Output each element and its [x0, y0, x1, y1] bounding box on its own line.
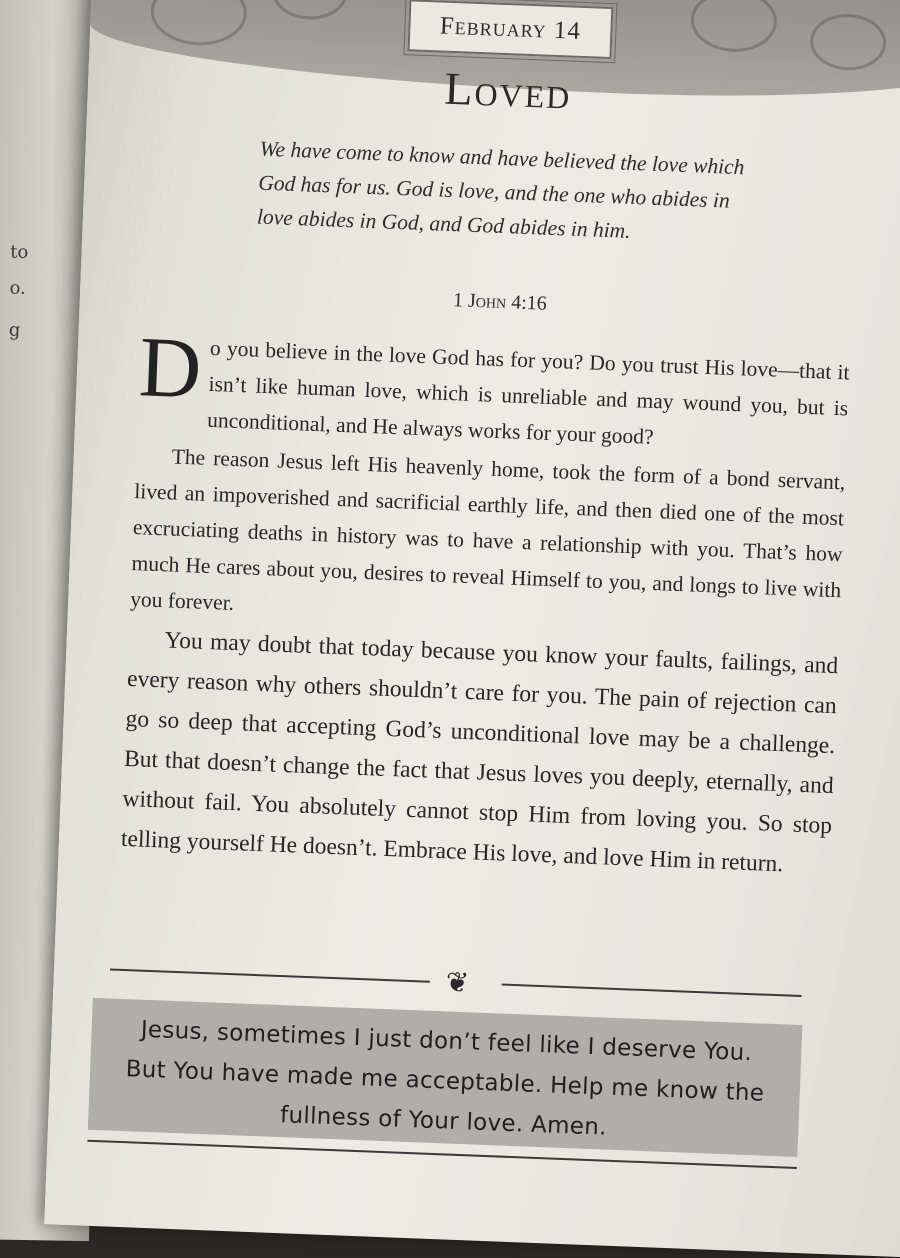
scripture-verse: We have come to know and have believed the love which God has for us. God is love, and the one who abides in love abides in God, and God abides in him. — [256, 136, 745, 243]
page-title: Loved — [443, 62, 573, 119]
paragraph-1-text: o you believe in the love God has for you? Do you trust His love—that it isn’t like human love, which is unreliable and may wound you, but is unconditional, and He always works for your good? — [206, 335, 850, 449]
drop-cap: D — [137, 318, 204, 417]
left-page-fragment: o. — [9, 277, 27, 299]
left-page-fragment: to — [10, 241, 29, 263]
devotional-body — [120, 318, 850, 886]
paragraph-3: You may doubt that today because you know your faults, failings, and every reason why others shouldn’t care for you. The pain of rejection can go so deep that accepting God’s unconditional love may be a challenge. But that doesn’t change the fact that Jesus loves you deeply, eternally, and without fail. You absolutely cannot stop Him from loving you. So stop telling yourself He doesn’t. Embrace His love, and love Him in return. — [120, 627, 839, 878]
book-page — [44, 0, 900, 1258]
scripture-reference: 1 John 4:16 — [452, 289, 548, 315]
prayer-text: Jesus, sometimes I just don’t feel like I deserve You. But You have made me acceptable. Help me know the fullness of Your love. Amen. — [125, 1016, 765, 1141]
date-label: February 14 — [407, 0, 613, 59]
prayer-box — [88, 998, 803, 1157]
flourish-ornament-icon: ❦ — [445, 965, 470, 1000]
left-page-fragment: g — [8, 319, 21, 341]
paragraph-2: The reason Jesus left His heavenly home, took the form of a bond servant, lived an impoverished and sacrificial earthly life, and then died one of the most excruciating deaths in history was to have a relationship with you. That’s how much He cares about you, desires to reveal Himself to you, and longs to live with you forever. — [129, 444, 846, 615]
